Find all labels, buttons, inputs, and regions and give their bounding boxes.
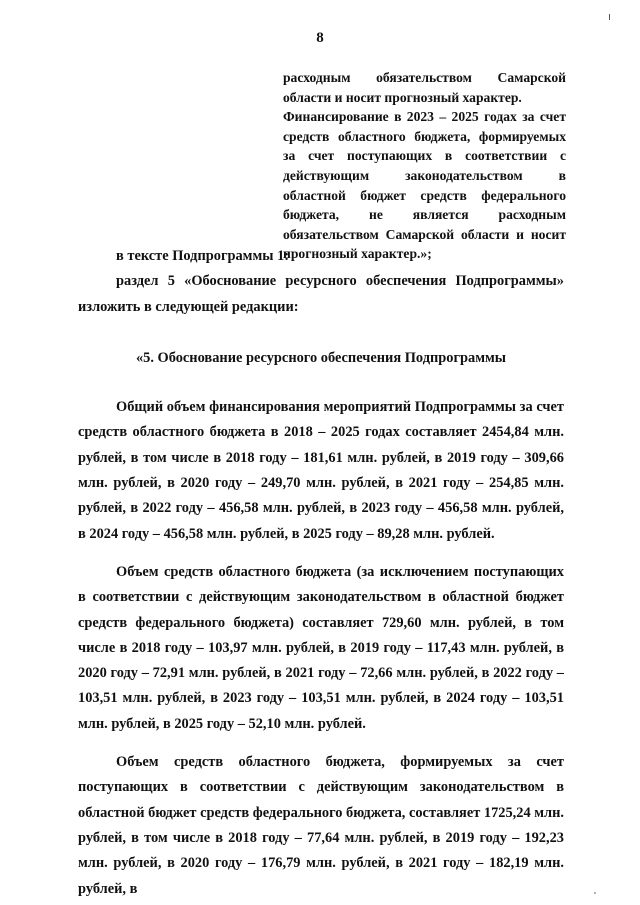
page-number: 8 (316, 30, 324, 46)
section-instruction: раздел 5 «Обоснование ресурсного обеспечения Подпрограммы» изложить в следующей редакции: (78, 273, 564, 315)
text-reference-line: в тексте Подпрограммы 1: (116, 248, 290, 264)
table-cell-paragraph-1: расходным обязательством Самарской области и носит прогнозный характер. (283, 70, 566, 105)
paragraph-total-financing: Общий объем финансирования мероприятий Подпрограммы за счет средств областного бюджета в 2018 – 2025 годах составляет 2454,84 млн. рублей, в том числе в 2018 году – 181,61 млн. рублей, в 2019 году – 309,66 млн. рублей, в 2020 году – 249,70 млн. рублей, в 2021 году – 254,85 млн. рублей, в 2022 году – 456,58 млн. рублей, в 2023 году – 456,58 млн. рублей, в 2024 году – 456,58 млн. рублей, в 2025 году – 89,28 млн. рублей. (78, 399, 564, 542)
section-heading: «5. Обоснование ресурсного обеспечения Подпрограммы (135, 349, 507, 366)
table-cell-paragraph-2: Финансирование в 2023 – 2025 годах за счет средств областного бюджета, формируемых за счет поступающих в соответствии с действующим законодательством в областной бюджет средств федерального бюджета, не является расходным обязательством Самарской области и носит прогнозный характер.»; (283, 109, 566, 262)
scan-mark (609, 14, 610, 20)
paragraph-federal-funds: Объем средств областного бюджета, формируемых за счет поступающих в соответствии с действующим законодательством в областной бюджет средств федерального бюджета, составляет 1725,24 млн. рублей, в том числе в 2018 году – 77,64 млн. рублей, в 2019 году – 192,23 млн. рублей, в 2020 году – 176,79 млн. рублей, в 2021 году – 182,19 млн. рублей, в (78, 754, 565, 897)
paragraph-regional-budget: Объем средств областного бюджета (за исключением поступающих в соответствии с действующим законодательством в областной бюджет средств федерального бюджета) составляет 729,60 млн. рублей, в том числе в 2018 году – 103,97 млн. рублей, в 2019 году – 117,43 млн. рублей, в 2020 году – 72,91 млн. рублей, в 2021 году – 72,66 млн. рублей, в 2022 году – 103,51 млн. рублей, в 2023 году – 103,51 млн. рублей, в 2024 году – 103,51 млн. рублей, в 2025 году – 52,10 млн. рублей. (78, 563, 564, 732)
scan-speck (594, 892, 596, 894)
document-body (78, 244, 564, 902)
table-cell-continuation (283, 68, 566, 264)
